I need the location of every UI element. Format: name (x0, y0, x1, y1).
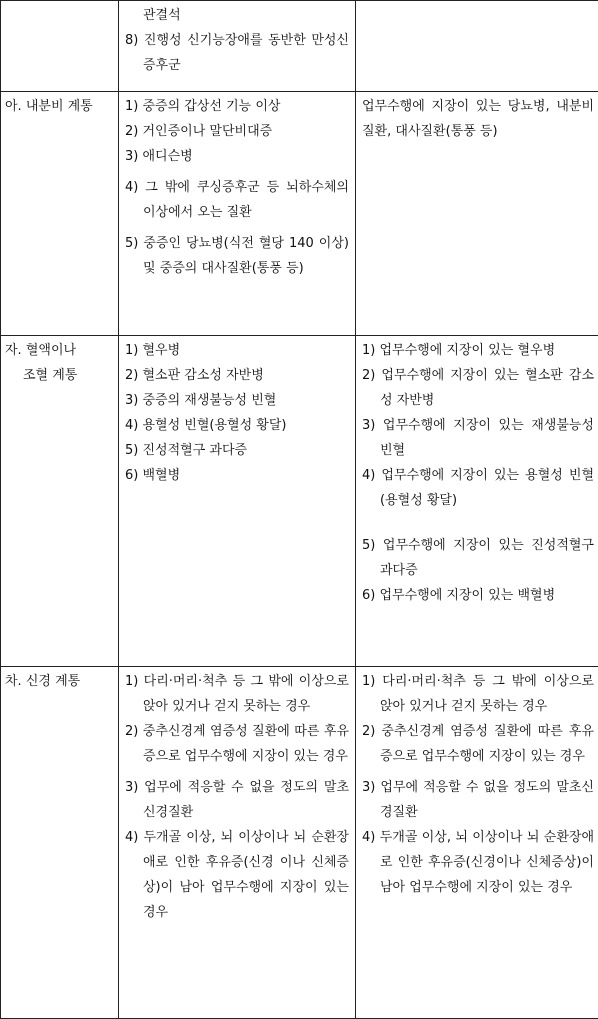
list-item: 4) 그 밖에 쿠싱증후군 등 뇌하수체의 이상에서 오는 질환 (125, 175, 349, 225)
list-item: 8) 진행성 신기능장애를 동반한 만성신증후군 (125, 28, 349, 78)
list-item: 3) 업무에 적응할 수 없을 정도의 말초신경질환 (125, 775, 349, 825)
list-item: 3) 중증의 재생불능성 빈혈 (125, 388, 349, 413)
conditions-cell (119, 1, 356, 92)
list-item: 6) 백혈병 (125, 463, 349, 488)
list-item: 4) 업무수행에 지장이 있는 용혈성 빈혈(용혈성 황달) (362, 463, 594, 513)
list-item: 1) 업무수행에 지장이 있는 혈우병 (362, 338, 594, 363)
list-item: 4) 용혈성 빈혈(용혈성 황달) (125, 413, 349, 438)
category-cell (1, 667, 119, 1019)
list-item: 3) 애디슨병 (125, 144, 349, 169)
table-row (1, 667, 598, 1019)
list-item: 4) 두개골 이상, 뇌 이상이나 뇌 순환장애로 인한 후유증(신경 이나 신체증상)이 남아 업무수행에 지장이 있는 경우 (125, 825, 349, 925)
list-item: 2) 거인증이나 말단비대증 (125, 119, 349, 144)
job-conditions-cell (356, 1, 598, 92)
table-row (1, 1, 598, 92)
list-item: 1) 혈우병 (125, 338, 349, 363)
list-item: 5) 진성적혈구 과다증 (125, 438, 349, 463)
category-cell (1, 336, 119, 667)
list-item: 1) 중증의 갑상선 기능 이상 (125, 94, 349, 119)
job-conditions-cell (356, 336, 598, 667)
conditions-cell (119, 92, 356, 336)
job-conditions-cell (356, 667, 598, 1019)
conditions-cell (119, 667, 356, 1019)
list-item: 2) 혈소판 감소성 자반병 (125, 363, 349, 388)
job-conditions-cell (356, 92, 598, 336)
list-item: 5) 업무수행에 지장이 있는 진성적혈구 과다증 (362, 533, 594, 583)
category-label: 자. 혈액이나 (5, 338, 112, 363)
list-item: 5) 중증인 당뇨병(식전 혈당 140 이상) 및 중증의 대사질환(통풍 등) (125, 231, 349, 281)
table-row (1, 336, 598, 667)
list-item: 2) 중추신경계 염증성 질환에 따른 후유증으로 업무수행에 지장이 있는 경우 (125, 719, 349, 769)
list-item: 업무수행에 지장이 있는 당뇨병, 내분비질환, 대사질환(통풍 등) (362, 94, 594, 144)
list-item: 2) 업무수행에 지장이 있는 혈소판 감소성 자반병 (362, 363, 594, 413)
category-cell (1, 1, 119, 92)
conditions-cell (119, 336, 356, 667)
list-item: 관결석 (125, 3, 349, 28)
category-label: 아. 내분비 계통 (5, 94, 112, 119)
category-label-continued: 조혈 계통 (5, 363, 112, 388)
list-item: 1) 다리·머리·척추 등 그 밖에 이상으로 앉아 있거나 걷지 못하는 경우 (125, 669, 349, 719)
table-row (1, 92, 598, 336)
list-item: 6) 업무수행에 지장이 있는 백혈병 (362, 583, 594, 608)
list-item: 3) 업무수행에 지장이 있는 재생불능성 빈혈 (362, 413, 594, 463)
category-label: 차. 신경 계통 (5, 669, 112, 694)
list-item: 3) 업무에 적응할 수 없을 정도의 말초신경질환 (362, 775, 594, 825)
list-item: 2) 중추신경계 염증성 질환에 따른 후유증으로 업무수행에 지장이 있는 경우 (362, 719, 594, 769)
category-cell (1, 92, 119, 336)
list-item: 4) 두개골 이상, 뇌 이상이나 뇌 순환장애로 인한 후유증(신경이나 신체증상)이 남아 업무수행에 지장이 있는 경우 (362, 825, 594, 900)
list-item: 1) 다리·머리·척추 등 그 밖에 이상으로 앉아 있거나 걷지 못하는 경우 (362, 669, 594, 719)
